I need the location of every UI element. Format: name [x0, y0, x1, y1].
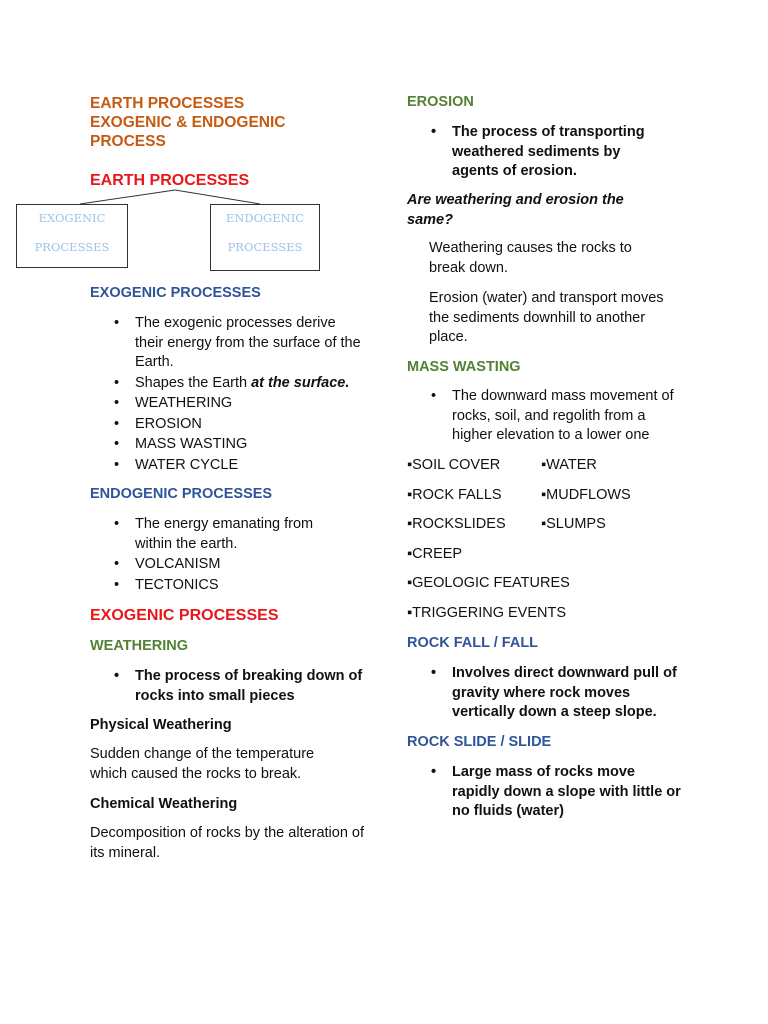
- doc-title-line-2: EXOGENIC & ENDOGENIC: [90, 114, 286, 131]
- list-item: • TECTONICS: [114, 576, 219, 593]
- weathering-heading: WEATHERING: [90, 638, 189, 654]
- factor-row: [407, 604, 667, 634]
- factor-item: ▪SOIL COVER: [407, 457, 501, 473]
- factor-item: ▪SLUMPS: [541, 516, 606, 533]
- list-item: • MASS WASTING: [114, 436, 248, 452]
- question-text: Are weathering and erosion the same?: [407, 192, 624, 228]
- box-endogenic-line-2: PROCESSES: [227, 240, 303, 254]
- exogenic-heading: EXOGENIC PROCESSES: [90, 285, 261, 301]
- physical-text: Sudden change of the temperature which caused the rocks to break.: [90, 746, 315, 782]
- factor-row: [407, 574, 667, 604]
- factor-item: ▪TRIGGERING EVENTS: [407, 604, 567, 621]
- answer-2: Erosion (water) and transport moves the sediments downhill to another place.: [429, 290, 664, 345]
- factor-item: ▪ROCK FALLS: [407, 486, 502, 503]
- endogenic-heading: ENDOGENIC PROCESSES: [90, 486, 273, 502]
- rockfall-list: [407, 664, 682, 723]
- factor-item: ▪WATER: [541, 457, 597, 473]
- erosion-heading: EROSION: [407, 94, 474, 110]
- factor-item: ▪MUDFLOWS: [541, 486, 631, 503]
- diagram-box-exogenic: [16, 204, 128, 268]
- factor-item: ▪CREEP: [407, 545, 463, 562]
- list-item: • The energy emanating from within the earth.: [114, 516, 314, 552]
- box-exogenic-line-2: PROCESSES: [34, 240, 110, 254]
- mass-wasting-list: [407, 387, 682, 446]
- list-item: • The process of breaking down of rocks into small pieces: [114, 668, 363, 704]
- rockfall-heading: ROCK FALL / FALL: [407, 635, 539, 651]
- factor-row: [407, 515, 667, 545]
- list-item: • Involves direct downward pull of gravity where rock moves vertically down a steep slope.: [431, 665, 677, 720]
- box-exogenic-line-1: EXOGENIC: [38, 211, 106, 225]
- diagram-title: EARTH PROCESSES: [90, 172, 250, 189]
- list-item: • Shapes the Earth at the surface.: [114, 374, 350, 391]
- physical-heading: Physical Weathering: [90, 717, 232, 733]
- list-item: • WEATHERING: [114, 395, 233, 411]
- list-item: • EROSION: [114, 415, 202, 432]
- connector-left: [80, 190, 175, 204]
- list-item: • WATER CYCLE: [114, 456, 239, 473]
- mass-wasting-heading: MASS WASTING: [407, 359, 521, 375]
- factor-row: [407, 545, 667, 575]
- list-item: • VOLCANISM: [114, 556, 221, 572]
- rockslide-heading: ROCK SLIDE / SLIDE: [407, 734, 552, 750]
- factor-row: [407, 456, 667, 486]
- factor-item: ▪ROCKSLIDES: [407, 516, 506, 533]
- factor-row: [407, 486, 667, 516]
- exogenic-list: [90, 314, 365, 475]
- box-endogenic-line-1: ENDOGENIC: [225, 211, 305, 225]
- list-item: • The process of transporting weathered sediments by agents of erosion.: [431, 124, 645, 179]
- doc-title-line-3: PROCESS: [90, 133, 166, 150]
- list-item: • Large mass of rocks move rapidly down a slope with little or no fluids (water): [431, 764, 681, 819]
- erosion-list: [407, 123, 667, 182]
- weathering-list: [90, 667, 365, 706]
- rockslide-list: [407, 763, 682, 822]
- chemical-text: Decomposition of rocks by the alteration of its mineral.: [90, 825, 365, 861]
- exogenic-title: EXOGENIC PROCESSES: [90, 607, 279, 624]
- factors-grid: [407, 456, 667, 634]
- connector-right: [175, 190, 260, 204]
- diagram-box-endogenic: [210, 204, 320, 271]
- chemical-heading: Chemical Weathering: [90, 796, 238, 812]
- doc-title-line-1: EARTH PROCESSES: [90, 95, 245, 112]
- answer-1: Weathering causes the rocks to break down.: [429, 240, 632, 276]
- endogenic-list: [90, 515, 350, 595]
- list-item: • The exogenic processes derive their energy from the surface of the Earth.: [114, 315, 361, 370]
- factor-item: ▪GEOLOGIC FEATURES: [407, 575, 570, 592]
- list-item: • The downward mass movement of rocks, soil, and regolith from a higher elevation to a lower one: [431, 388, 674, 443]
